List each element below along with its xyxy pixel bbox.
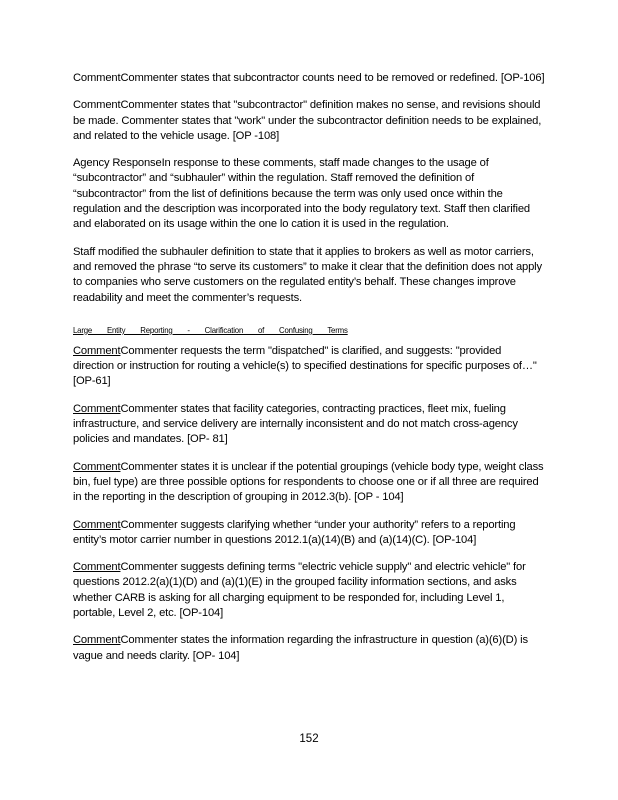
- paragraph-text: Commenter suggests clarifying whether “under your authority” refers to a reporting entity’s motor carrier number in questions 2012.1(a)(14)(B) and (a)(14)(C). [OP-104]: [73, 518, 516, 546]
- paragraph-text: Commenter states that facility categories, contracting practices, fleet mix, fueling infrastructure, and service delivery are internally inconsistent and do not match cross-agency policies and mandates. [OP- 81]: [73, 402, 518, 446]
- paragraph-lead: Comment: [73, 72, 121, 84]
- comment-paragraph: [73, 460, 545, 506]
- comment-paragraph: [73, 633, 545, 664]
- paragraph-text: Commenter states it is unclear if the potential groupings (vehicle body type, weight class bin, fuel type) are three possible options for respondents to choose one or if all three are required in the reporting in the description of grouping in 2012.3(b). [OP - 104]: [73, 460, 544, 504]
- paragraph-text: Staff modified the subhauler definition to state that it applies to brokers as well as motor carriers, and removed the phrase “to serve its customers” to make it clear that the definition does not apply to companies who serve customers on the regulated entity’s behalf. These changes improve readability and meet the commenter’s requests.: [73, 245, 542, 304]
- paragraph-lead: Comment: [73, 634, 121, 647]
- section-heading: Large Entity Reporting - Clarification of Confusing Terms: [73, 324, 348, 335]
- paragraph-lead: Comment: [73, 518, 121, 531]
- paragraph-text: Commenter states that subcontractor counts need to be removed or redefined. [OP-106]: [120, 72, 545, 84]
- response-continuation-paragraph: [73, 245, 545, 306]
- paragraph-lead: Comment: [73, 99, 121, 112]
- paragraph-lead: Comment: [73, 561, 121, 574]
- page-number: 152: [299, 733, 319, 745]
- comment-paragraph: [73, 402, 545, 448]
- comment-paragraph: [73, 560, 545, 621]
- agency-response-paragraph: [73, 156, 545, 232]
- paragraph-lead: Comment: [73, 402, 121, 415]
- comment-paragraph: [73, 71, 545, 86]
- paragraph-text: In response to these comments, staff made changes to the usage of “subcontractor” and “subhauler” within the regulation. Staff removed the definition of “subcontractor” from the list of definitions because the term was only used once within the regulation and the description was incorporated into the body regulatory text. Staff then clarified and elaborated on its usage within the one lo cation it is used in the regulation.: [73, 157, 530, 231]
- page-content: [73, 71, 545, 676]
- paragraph-lead: Agency Response: [73, 157, 162, 170]
- paragraph-lead: Comment: [73, 460, 121, 473]
- comment-paragraph: [73, 98, 545, 144]
- paragraph-text: Commenter states the information regarding the infrastructure in question (a)(6)(D) is vague and needs clarity. [OP- 104]: [73, 634, 528, 662]
- paragraph-text: Commenter suggests defining terms "electric vehicle supply" and electric vehicle" for questions 2012.2(a)(1)(D) and (a)(1)(E) in the grouped facility information sections, and asks whether CARB is asking for all charging equipment to be responded for, including Level 1, portable, Level 2, etc. [OP-104]: [73, 561, 526, 620]
- paragraph-text: Commenter requests the term "dispatched" is clarified, and suggests: "provided direction or instruction for routing a vehicle(s) to specified destinations for specific purposes of…" [OP-61]: [73, 344, 537, 388]
- paragraph-lead: Comment: [73, 344, 121, 357]
- comment-paragraph: [73, 344, 545, 390]
- paragraph-text: Commenter states that "subcontractor" definition makes no sense, and revisions should be made. Commenter states that "work" under the subcontractor definition needs to be explained, and related to the vehicle usage. [OP -108]: [73, 99, 542, 142]
- comment-paragraph: [73, 518, 545, 549]
